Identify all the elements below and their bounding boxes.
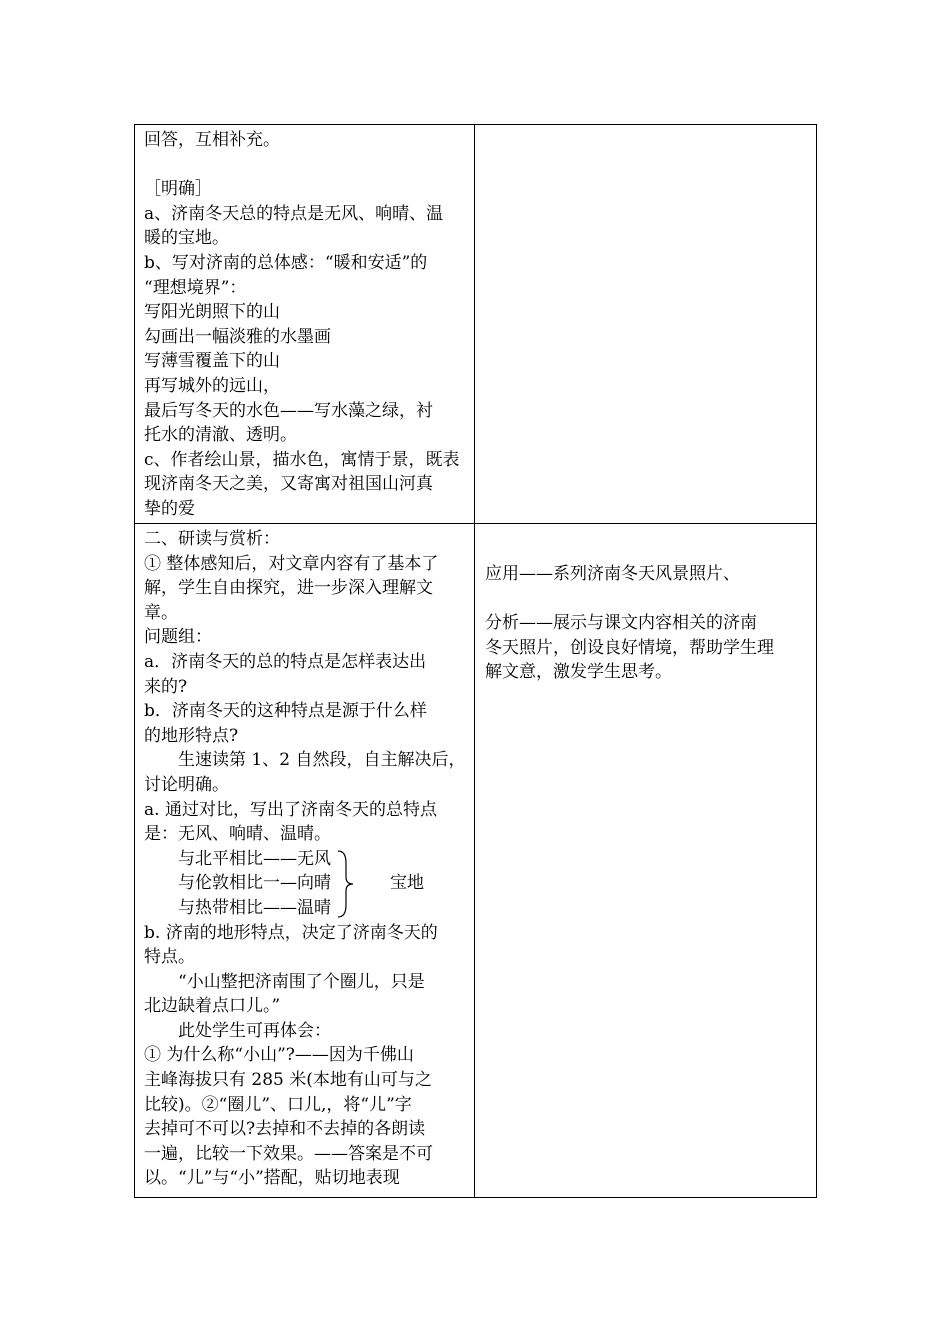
text-line: 主峰海拔只有 285 米(本地有山可与之 — [144, 1070, 432, 1091]
text-line: 章。 — [144, 602, 178, 623]
text-line: a. 通过对比，写出了济南冬天的总特点 — [144, 799, 437, 820]
text-line: b、写对济南的总体感：“暖和安适”的 — [144, 252, 428, 273]
text-line: ① 整体感知后，对文章内容有了基本了 — [144, 553, 439, 574]
text-line: 以。“儿”与“小”搭配，贴切地表现 — [144, 1168, 400, 1189]
row1-left-cell — [135, 125, 475, 524]
text-line: 勾画出一幅淡雅的水墨画 — [144, 326, 331, 347]
text-line: 托水的清澈、透明。 — [144, 425, 297, 446]
text-line: ［明确］ — [144, 179, 212, 200]
section-heading: 二、研读与赏析： — [144, 529, 280, 549]
blank-line — [144, 153, 468, 178]
text-line: 特点。 — [144, 947, 195, 968]
text-line: 最后写冬天的水色——写水藻之绿，衬 — [144, 400, 433, 421]
text-line: c、作者绘山景，描水色，寓情于景，既表 — [144, 449, 460, 470]
row1-right-cell — [475, 125, 817, 524]
text-line: 北边缺着点口儿。” — [144, 996, 281, 1017]
comparison-line: 与伦敦相比一—向晴 — [178, 873, 331, 894]
quote-line: “小山整把济南围了个圈儿，只是 — [178, 971, 425, 992]
text-line: 挚的爱 — [144, 498, 195, 519]
text-line: 解文意，激发学生思考。 — [485, 662, 672, 683]
text-line: 比较)。②“圈儿”、口儿,，将“儿”字 — [144, 1094, 412, 1115]
right-brace-icon — [336, 849, 356, 919]
comparison-line: 与热带相比——温晴 — [178, 897, 331, 918]
text-line: 现济南冬天之美，又寄寓对祖国山河真 — [144, 474, 433, 495]
row2-right-cell — [475, 524, 817, 1198]
table-row — [135, 524, 817, 1198]
text-line: b．济南冬天的这种特点是源于什么样 — [144, 701, 427, 722]
text-line: 此处学生可再体会： — [178, 1020, 331, 1041]
text-line: 分析——展示与课文内容相关的济南 — [485, 613, 757, 634]
text-line: “理想境界”： — [144, 277, 247, 298]
text-line: 应用——系列济南冬天风景照片、 — [485, 564, 740, 584]
text-line: 是：无风、响晴、温晴。 — [144, 824, 331, 845]
table-row — [135, 125, 817, 524]
text-line: 暖的宝地。 — [144, 228, 229, 249]
comparison-line: 与北平相比——无风 — [178, 848, 331, 869]
text-line: 解，学生自由探究，进一步深入理解文 — [144, 578, 433, 599]
blank-line — [485, 587, 810, 612]
lesson-plan-table — [134, 124, 817, 1198]
text-line: 问题组： — [144, 627, 212, 648]
row2-left-cell — [135, 524, 475, 1198]
text-line: 冬天照片，创设良好情境，帮助学生理 — [485, 637, 774, 658]
text-line: 回答，互相补充。 — [144, 130, 280, 150]
text-line: 写阳光朗照下的山 — [144, 302, 280, 323]
text-line: a、济南冬天总的特点是无风、响晴、温 — [144, 203, 444, 224]
text-line: a．济南冬天的总的特点是怎样表达出 — [144, 651, 427, 672]
comparison-result: 宝地 — [390, 873, 424, 894]
text-line: 生速读第 1、2 自然段，自主解决后， — [178, 750, 466, 771]
text-line: 去掉可不可以?去掉和不去掉的各朗读 — [144, 1119, 426, 1140]
text-line: 再写城外的远山， — [144, 375, 280, 396]
text-line: 讨论明确。 — [144, 774, 229, 795]
text-line: ① 为什么称“小山”?——因为千佛山 — [144, 1045, 414, 1066]
text-line: b. 济南的地形特点，决定了济南冬天的 — [144, 922, 438, 943]
text-line: 写薄雪覆盖下的山 — [144, 351, 280, 372]
text-line: 来的? — [144, 676, 188, 697]
comparison-block — [144, 847, 468, 921]
text-line: 的地形特点? — [144, 725, 239, 746]
text-line: 一遍，比较一下效果。——答案是不可 — [144, 1143, 433, 1164]
